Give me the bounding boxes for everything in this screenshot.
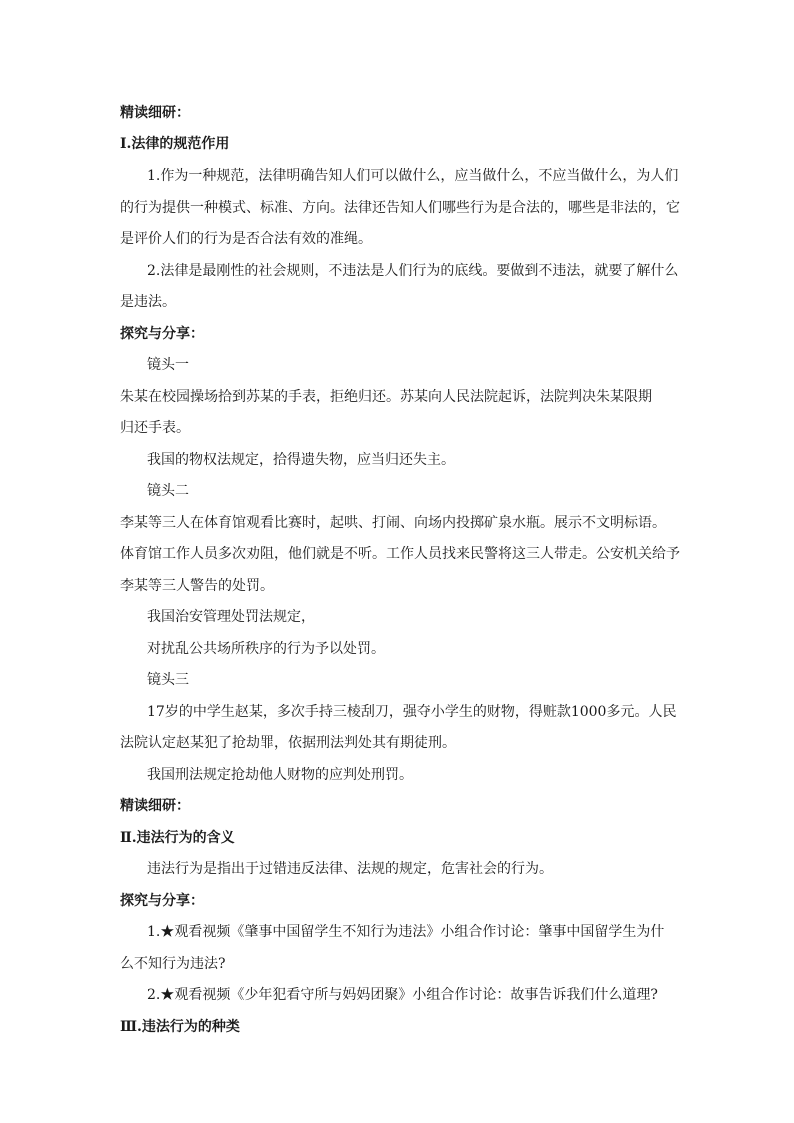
paragraph-line: 17岁的中学生赵某，多次手持三棱刮刀，强夺小学生的财物，得赃款1000多元。人民 (147, 704, 677, 720)
section-heading: 精读细研： (120, 105, 190, 121)
paragraph-line: 1.★观看视频《肇事中国留学生不知行为违法》小组合作讨论：肇事中国留学生为什 (147, 924, 665, 940)
scene-title: 镜头三 (147, 672, 189, 688)
scene-title: 镜头一 (147, 357, 189, 373)
paragraph-line: 我国治安管理处罚法规定， (147, 609, 315, 625)
paragraph-line: 李某等三人在体育馆观看比赛时，起哄、打闹、向场内投掷矿泉水瓶。展示不文明标语。 (120, 515, 666, 531)
paragraph-line: 法院认定赵某犯了抢劫罪，依据刑法判处其有期徒刑。 (120, 735, 456, 751)
paragraph-line: 体育馆工作人员多次劝阻，他们就是不听。工作人员找来民警将这三人带走。公安机关给予 (120, 546, 680, 562)
paragraph-line: 违法行为是指出于过错违反法律、法规的规定，危害社会的行为。 (147, 861, 553, 877)
section-heading: 探究与分享： (120, 326, 204, 342)
paragraph-line: 归还手表。 (120, 420, 190, 436)
paragraph-line: 我国的物权法规定，拾得遗失物，应当归还失主。 (147, 452, 455, 468)
paragraph-line: 1.作为一种规范，法律明确告知人们可以做什么，应当做什么，不应当做什么，为人们 (147, 168, 679, 184)
section-heading: 精读细研： (120, 798, 190, 814)
section-heading: 探究与分享： (120, 893, 204, 909)
subsection-heading: Ⅰ.法律的规范作用 (120, 136, 230, 152)
paragraph-line: 是违法。 (120, 294, 176, 310)
paragraph-line: 2.法律是最刚性的社会规则，不违法是人们行为的底线。要做到不违法，就要了解什么 (147, 263, 679, 279)
scene-title: 镜头二 (147, 483, 189, 499)
paragraph-line: 李某等三人警告的处罚。 (120, 578, 274, 594)
paragraph-line: 2.★观看视频《少年犯看守所与妈妈团聚》小组合作讨论：故事告诉我们什么道理? (147, 987, 658, 1003)
paragraph-line: 对扰乱公共场所秩序的行为予以处罚。 (147, 641, 385, 657)
paragraph-line: 我国刑法规定抢劫他人财物的应判处刑罚。 (147, 767, 413, 783)
subsection-heading: Ⅲ.违法行为的种类 (120, 1019, 240, 1035)
paragraph-line: 么不知行为违法? (120, 956, 226, 972)
paragraph-line: 的行为提供一种模式、标准、方向。法律还告知人们哪些行为是合法的，哪些是非法的，它 (120, 200, 680, 216)
paragraph-line: 是评价人们的行为是否合法有效的准绳。 (120, 231, 372, 247)
paragraph-line: 朱某在校园操场拾到苏某的手表，拒绝归还。苏某向人民法院起诉，法院判决朱某限期 (120, 389, 652, 405)
subsection-heading: Ⅱ.违法行为的含义 (120, 830, 235, 846)
